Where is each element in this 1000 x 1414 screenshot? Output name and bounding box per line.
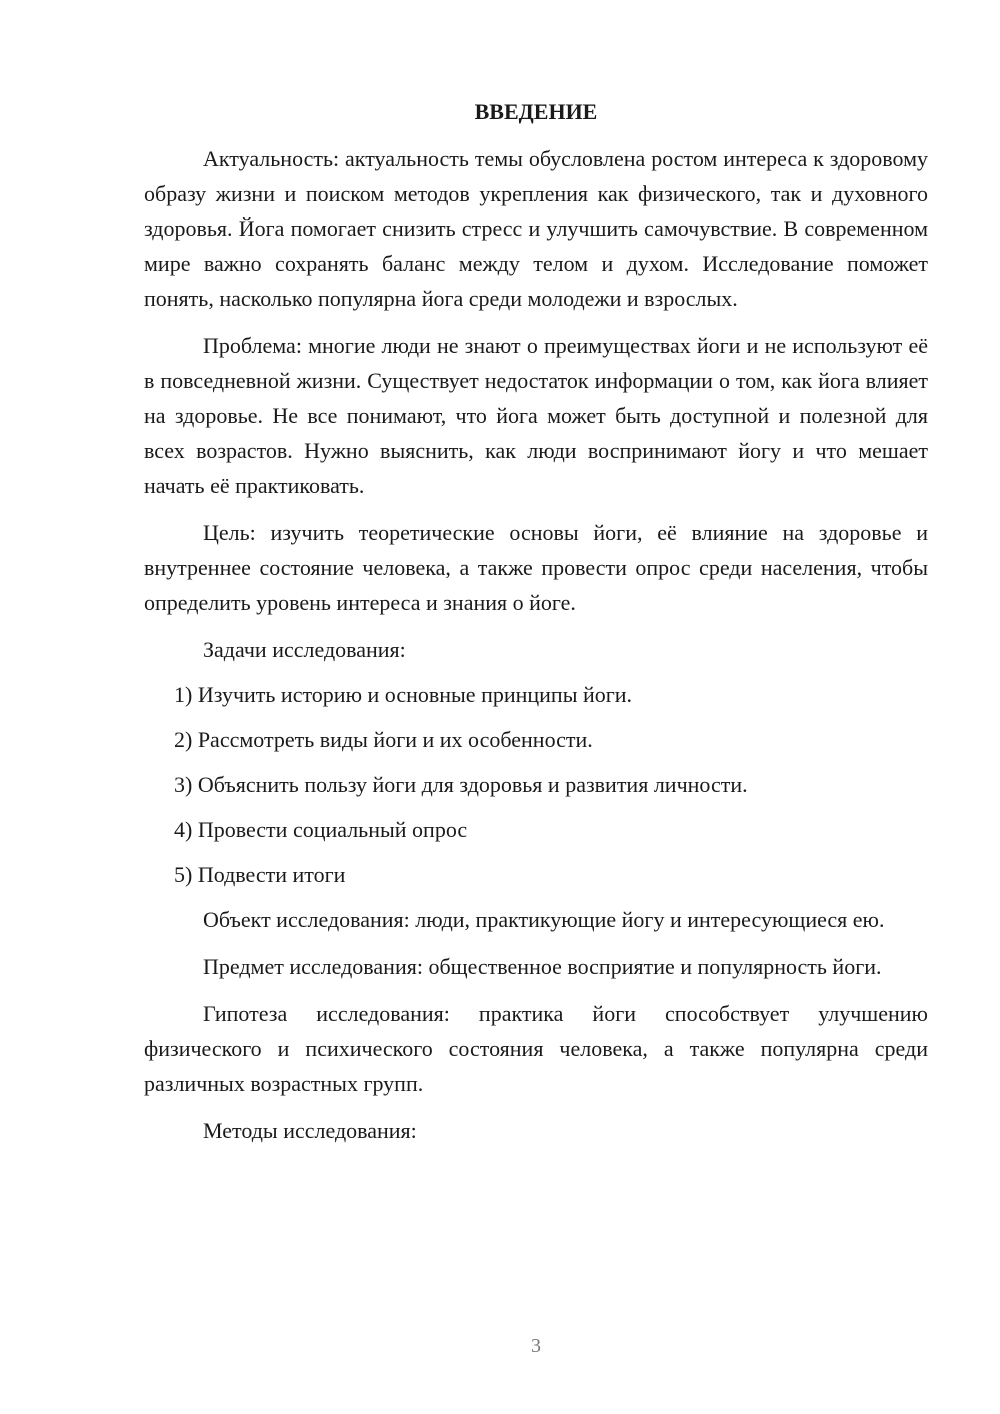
page-content — [144, 94, 928, 1158]
subject-paragraph: Предмет исследования: общественное восприятие и популярность йоги. — [203, 954, 882, 979]
problem-paragraph: Проблема: многие люди не знают о преимуществах йоги и не используют её в повседневной жизни. Существует недостаток информации о том, как йога влияет на здоровье. Не все понимают, что йога может быть доступной и полезной для всех возрастов. Нужно выяснить, как люди воспринимают йогу и что мешает начать её практиковать. — [144, 333, 928, 498]
task-item: 1) Изучить историю и основные принципы йоги. — [174, 682, 633, 707]
task-item: 4) Провести социальный опрос — [174, 817, 468, 842]
methods-title: Методы исследования: — [203, 1118, 417, 1143]
object-paragraph: Объект исследования: люди, практикующие йогу и интересующиеся ею. — [203, 907, 885, 932]
goal-paragraph: Цель: изучить теоретические основы йоги, её влияние на здоровье и внутреннее состояние человека, а также провести опрос среди населения, чтобы определить уровень интереса и знания о йоге. — [144, 520, 928, 615]
hypothesis-paragraph: Гипотеза исследования: практика йоги способствует улучшению физического и психического состояния человека, а также популярна среди различных возрастных групп. — [144, 1001, 928, 1096]
task-item: 2) Рассмотреть виды йоги и их особенности. — [174, 727, 593, 752]
page-number: 3 — [531, 1335, 541, 1357]
tasks-title: Задачи исследования: — [203, 637, 406, 662]
task-item: 3) Объяснить пользу йоги для здоровья и развития личности. — [174, 772, 748, 797]
task-item: 5) Подвести итоги — [174, 862, 346, 887]
relevance-paragraph: Актуальность: актуальность темы обусловлена ростом интереса к здоровому образу жизни и поиском методов укрепления как физического, так и духовного здоровья. Йога помогает снизить стресс и улучшить самочувствие. В современном мире важно сохранять баланс между телом и духом. Исследование поможет понять, насколько популярна йога среди молодежи и взрослых. — [144, 146, 928, 311]
section-heading: ВВЕДЕНИЕ — [474, 99, 598, 124]
